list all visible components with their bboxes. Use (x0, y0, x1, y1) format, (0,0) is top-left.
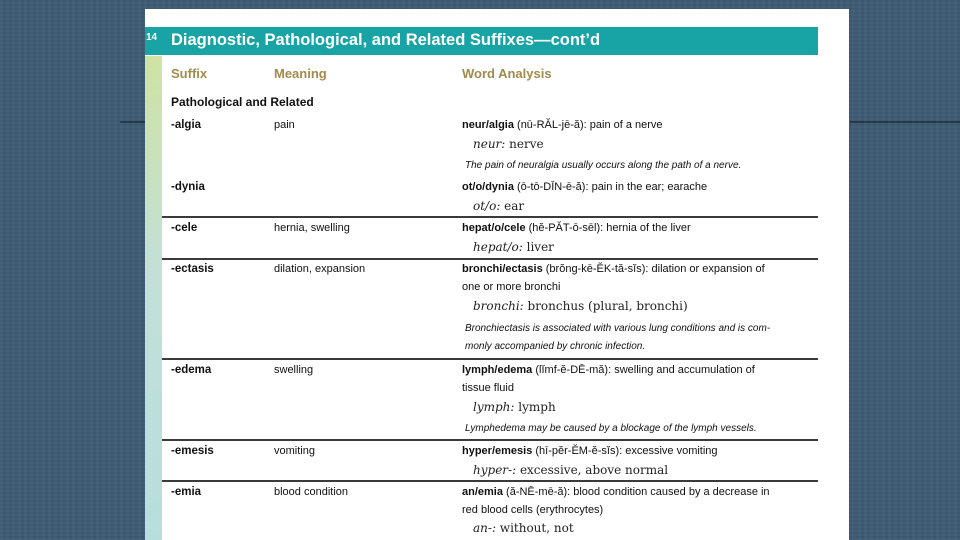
word-analysis-line: an/emia (ă-NĒ-mē-ă): blood condition caused by a decrease in (462, 486, 770, 498)
word-root: an-: (473, 521, 496, 535)
suffix-cell: -emia (171, 486, 202, 498)
clinical-note: The pain of neuralgia usually occurs along the path of a nerve. (465, 160, 742, 171)
word-analysis-line: red blood cells (erythrocytes) (462, 504, 604, 516)
word-root: lymph: (473, 400, 515, 414)
column-header-analysis: Word Analysis (462, 66, 552, 81)
suffix-cell: -algia (171, 119, 202, 131)
suffix-cell: -edema (171, 364, 212, 376)
column-header-meaning: Meaning (274, 66, 327, 81)
suffix-cell: -emesis (171, 445, 214, 457)
analyzed-term: an/emia (462, 486, 503, 498)
row-divider (162, 439, 818, 441)
word-root-line: hepat/o: liver (473, 240, 554, 254)
table-title: Diagnostic, Pathological, and Related Suffixes—cont’d (171, 31, 601, 49)
meaning-cell: vomiting (274, 445, 315, 457)
analyzed-term: hepat/o/cele (462, 222, 526, 234)
word-root: ot/o: (473, 199, 501, 213)
word-root-line: an-: without, not (473, 521, 574, 535)
word-root: neur: (473, 137, 506, 151)
row-divider (162, 358, 818, 360)
row-divider (162, 216, 818, 218)
row-divider (162, 258, 818, 260)
meaning-cell: dilation, expansion (274, 263, 366, 275)
side-color-bar (145, 56, 162, 540)
word-root: hyper-: (473, 463, 517, 477)
suffix-cell: -ectasis (171, 263, 214, 275)
clinical-note: Bronchiectasis is associated with various lung conditions and is com- (465, 323, 771, 334)
word-root-line: lymph: lymph (473, 400, 556, 414)
word-root: hepat/o: (473, 240, 523, 254)
word-analysis-line: ot/o/dynia (ō-tō-DĪN-ē-ă): pain in the ear; earache (462, 181, 708, 193)
analyzed-term: neur/algia (462, 119, 514, 131)
meaning-cell: hernia, swelling (274, 222, 350, 234)
word-analysis-line: hyper/emesis (hī-pĕr-ĔM-ĕ-sĭs): excessive vomiting (462, 445, 718, 457)
word-root-line: ot/o: ear (473, 199, 525, 213)
analyzed-term: bronchi/ectasis (462, 263, 543, 275)
textbook-page (145, 9, 849, 540)
word-root: bronchi: (473, 299, 524, 313)
word-analysis-line: lymph/edema (lĭmf-ĕ-DĒ-mă): swelling and accumulation of (462, 364, 755, 376)
word-analysis-line: tissue fluid (462, 382, 514, 394)
word-analysis-line: neur/algia (nū-RĂL-jē-ă): pain of a nerve (462, 119, 663, 131)
table-tag: 14 (146, 32, 158, 43)
table-banner (145, 27, 818, 55)
section-title: Pathological and Related (171, 95, 314, 109)
slide-divider-left (120, 121, 146, 123)
analyzed-term: lymph/edema (462, 364, 533, 376)
row-divider (162, 480, 818, 482)
meaning-cell: swelling (274, 364, 314, 376)
clinical-note: monly accompanied by chronic infection. (465, 341, 646, 352)
column-header-suffix: Suffix (171, 66, 208, 81)
meaning-cell: pain (274, 119, 295, 131)
suffix-cell: -dynia (171, 181, 205, 193)
word-root-line: neur: nerve (473, 137, 544, 151)
analyzed-term: ot/o/dynia (462, 181, 514, 193)
analyzed-term: hyper/emesis (462, 445, 533, 457)
meaning-cell: blood condition (274, 486, 349, 498)
word-analysis-line: hepat/o/cele (hĕ-PĂT-ō-sēl): hernia of the liver (462, 222, 691, 234)
clinical-note: Lymphedema may be caused by a blockage of the lymph vessels. (465, 423, 757, 434)
word-root-line: hyper-: excessive, above normal (473, 463, 669, 477)
word-analysis-line: bronchi/ectasis (brŏng-kē-ĔK-tă-sĭs): dilation or expansion of (462, 263, 765, 275)
suffix-cell: -cele (171, 222, 198, 234)
slide-divider-right (850, 121, 960, 123)
word-root-line: bronchi: bronchus (plural, bronchi) (473, 299, 688, 313)
word-analysis-line: one or more bronchi (462, 281, 561, 293)
